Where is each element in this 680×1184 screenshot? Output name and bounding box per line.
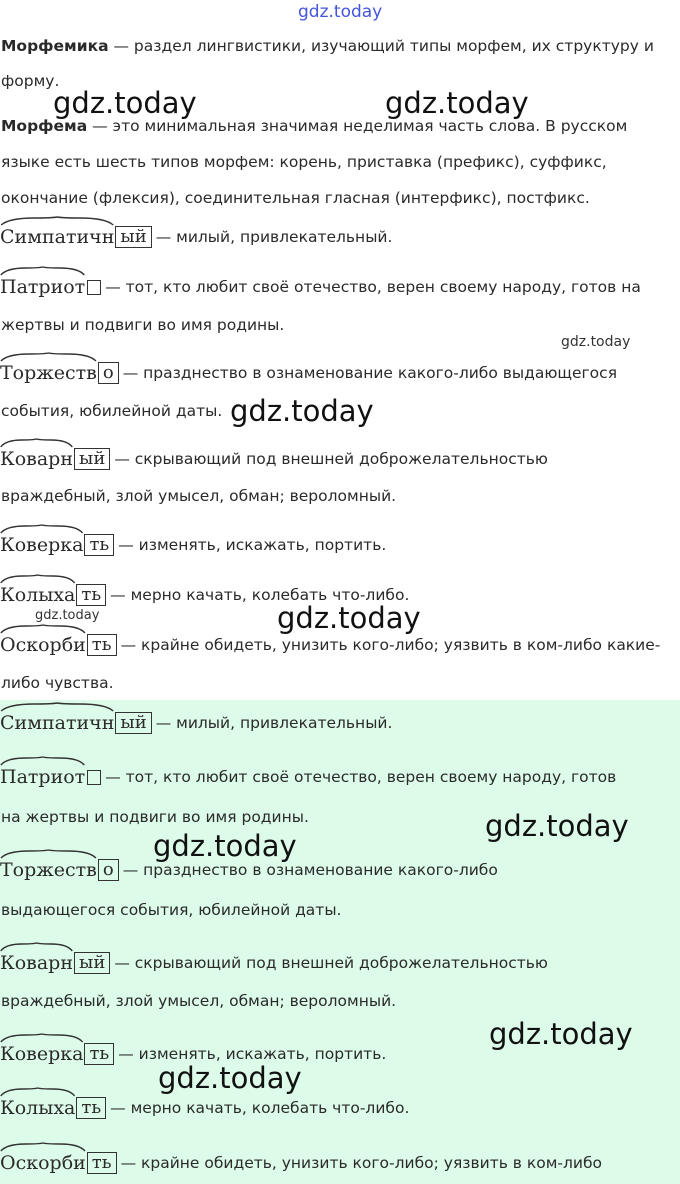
- watermark: gdz.today: [298, 2, 383, 22]
- ending-box: ть: [76, 1097, 106, 1119]
- watermark: gdz.today: [561, 334, 631, 350]
- stem-text: Коварн: [0, 952, 73, 974]
- ending-box: ть: [84, 1043, 114, 1065]
- watermark: gdz.today: [35, 608, 100, 623]
- stem-text: Симпатичн: [0, 226, 115, 248]
- word-stem: [0, 950, 73, 976]
- word-stem: [0, 532, 83, 558]
- morpheme-entry: [0, 1095, 409, 1123]
- morphemics-text: — раздел лингвистики, изучающий типы морфем, их структуру и: [108, 37, 654, 55]
- stem-arc-icon: [0, 438, 73, 448]
- definition-text: — тот, кто любит своё отечество, верен своему народу, готов: [105, 768, 617, 786]
- stem-arc-icon: [0, 352, 97, 362]
- morpheme-entry: [0, 274, 641, 302]
- stem-text: Симпатичн: [0, 712, 115, 734]
- definition-text: — крайне обидеть, унизить кого-либо; уязвить в ком-либо: [120, 1154, 603, 1172]
- ending-box: ть: [87, 634, 117, 656]
- morpheme-entry: [0, 1150, 602, 1178]
- stem-arc-icon: [0, 756, 85, 766]
- definition-continuation: выдающегося события, юбилейной даты.: [1, 901, 342, 919]
- word-stem: [0, 1150, 86, 1176]
- morpheme-entry: [0, 360, 617, 388]
- stem-text: Оскорби: [0, 1152, 86, 1174]
- definition-text: — милый, привлекательный.: [155, 714, 393, 732]
- definition-text: — празднество в ознаменование какого-либо выдающегося: [122, 364, 618, 382]
- stem-text: Патриот: [0, 276, 86, 298]
- watermark: gdz.today: [53, 86, 197, 120]
- morphemics-definition-line1: [1, 36, 654, 56]
- morpheme-entry: [0, 950, 548, 978]
- stem-arc-icon: [0, 1033, 83, 1043]
- stem-text: Коверка: [0, 1043, 84, 1065]
- stem-text: Торжеств: [0, 362, 97, 384]
- stem-text: Торжеств: [0, 859, 97, 881]
- definition-continuation: враждебный, злой умысел, обман; вероломный.: [1, 487, 397, 505]
- stem-arc-icon: [0, 702, 114, 712]
- definition-continuation: события, юбилейной даты.: [1, 402, 223, 420]
- definition-text: — празднество в ознаменование какого-либо: [122, 861, 498, 879]
- morphemics-term: Морфемика: [1, 37, 109, 55]
- ending-box: о: [98, 859, 119, 881]
- ending-box: ть: [76, 584, 106, 606]
- definition-text: — мерно качать, колебать что-либо.: [110, 586, 410, 604]
- morphemics-definition-line2: форму.: [1, 72, 60, 90]
- word-stem: [0, 224, 114, 250]
- morpheme-term: Морфема: [1, 117, 88, 135]
- morpheme-entry: [0, 764, 616, 792]
- word-stem: [0, 857, 97, 883]
- word-stem: [0, 632, 86, 658]
- stem-arc-icon: [0, 524, 83, 534]
- watermark: gdz.today: [277, 601, 421, 635]
- definition-continuation: враждебный, злой умысел, обман; вероломный.: [1, 992, 397, 1010]
- morpheme-text: — это минимальная значимая неделимая часть слова. В русском: [87, 117, 628, 135]
- stem-arc-icon: [0, 1087, 75, 1097]
- stem-text: Коварн: [0, 448, 73, 470]
- stem-text: Колыха: [0, 1097, 76, 1119]
- ending-box: ый: [74, 952, 110, 974]
- stem-text: Патриот: [0, 766, 86, 788]
- word-stem: [0, 360, 97, 386]
- word-stem: [0, 274, 85, 300]
- word-stem: [0, 582, 75, 608]
- definition-text: — скрывающий под внешней доброжелательностью: [114, 954, 548, 972]
- stem-text: Колыха: [0, 584, 76, 606]
- watermark: gdz.today: [489, 1017, 633, 1051]
- definition-text: — тот, кто любит своё отечество, верен своему народу, готов на: [105, 278, 641, 296]
- definition-text: — изменять, искажать, портить.: [118, 536, 387, 554]
- stem-text: Оскорби: [0, 634, 86, 656]
- definition-text: — мерно качать, колебать что-либо.: [110, 1099, 410, 1117]
- word-stem: [0, 1041, 83, 1067]
- word-stem: [0, 446, 73, 472]
- watermark: gdz.today: [153, 829, 297, 863]
- morpheme-definition-line2: языке есть шесть типов морфем: корень, приставка (префикс), суффикс,: [1, 153, 607, 171]
- watermark: gdz.today: [385, 86, 529, 120]
- morpheme-definition-line3: окончание (флексия), соединительная гласная (интерфикс), постфикс.: [1, 189, 590, 207]
- ending-box: ый: [115, 712, 151, 734]
- word-stem: [0, 1095, 75, 1121]
- watermark: gdz.today: [230, 394, 374, 428]
- stem-arc-icon: [0, 849, 97, 859]
- ending-box: о: [98, 362, 119, 384]
- stem-arc-icon: [0, 1142, 86, 1152]
- definition-text: — скрывающий под внешней доброжелательностью: [114, 450, 548, 468]
- stem-arc-icon: [0, 266, 85, 276]
- morpheme-entry: [0, 224, 392, 252]
- definition-text: — крайне обидеть, унизить кого-либо; уязвить в ком-либо какие-: [120, 636, 661, 654]
- stem-arc-icon: [0, 942, 73, 952]
- morpheme-entry: [0, 632, 660, 660]
- ending-box: ый: [115, 226, 151, 248]
- ending-box: ый: [74, 448, 110, 470]
- ending-box: ть: [87, 1152, 117, 1174]
- word-stem: [0, 710, 114, 736]
- morpheme-entry: [0, 710, 392, 738]
- ending-box: ть: [84, 534, 114, 556]
- stem-arc-icon: [0, 624, 86, 634]
- stem-text: Коверка: [0, 534, 84, 556]
- word-stem: [0, 764, 85, 790]
- morpheme-entry: [0, 532, 386, 560]
- watermark: gdz.today: [158, 1061, 302, 1095]
- definition-continuation: жертвы и подвиги во имя родины.: [1, 316, 285, 334]
- morpheme-entry: [0, 446, 548, 474]
- zero-ending-box: [87, 770, 101, 785]
- definition-text: — милый, привлекательный.: [155, 228, 393, 246]
- definition-continuation: либо чувства.: [1, 674, 114, 692]
- watermark: gdz.today: [485, 809, 629, 843]
- definition-continuation: на жертвы и подвиги во имя родины.: [1, 808, 309, 826]
- stem-arc-icon: [0, 574, 75, 584]
- zero-ending-box: [87, 280, 101, 295]
- definition-text: — изменять, искажать, портить.: [118, 1045, 387, 1063]
- stem-arc-icon: [0, 216, 114, 226]
